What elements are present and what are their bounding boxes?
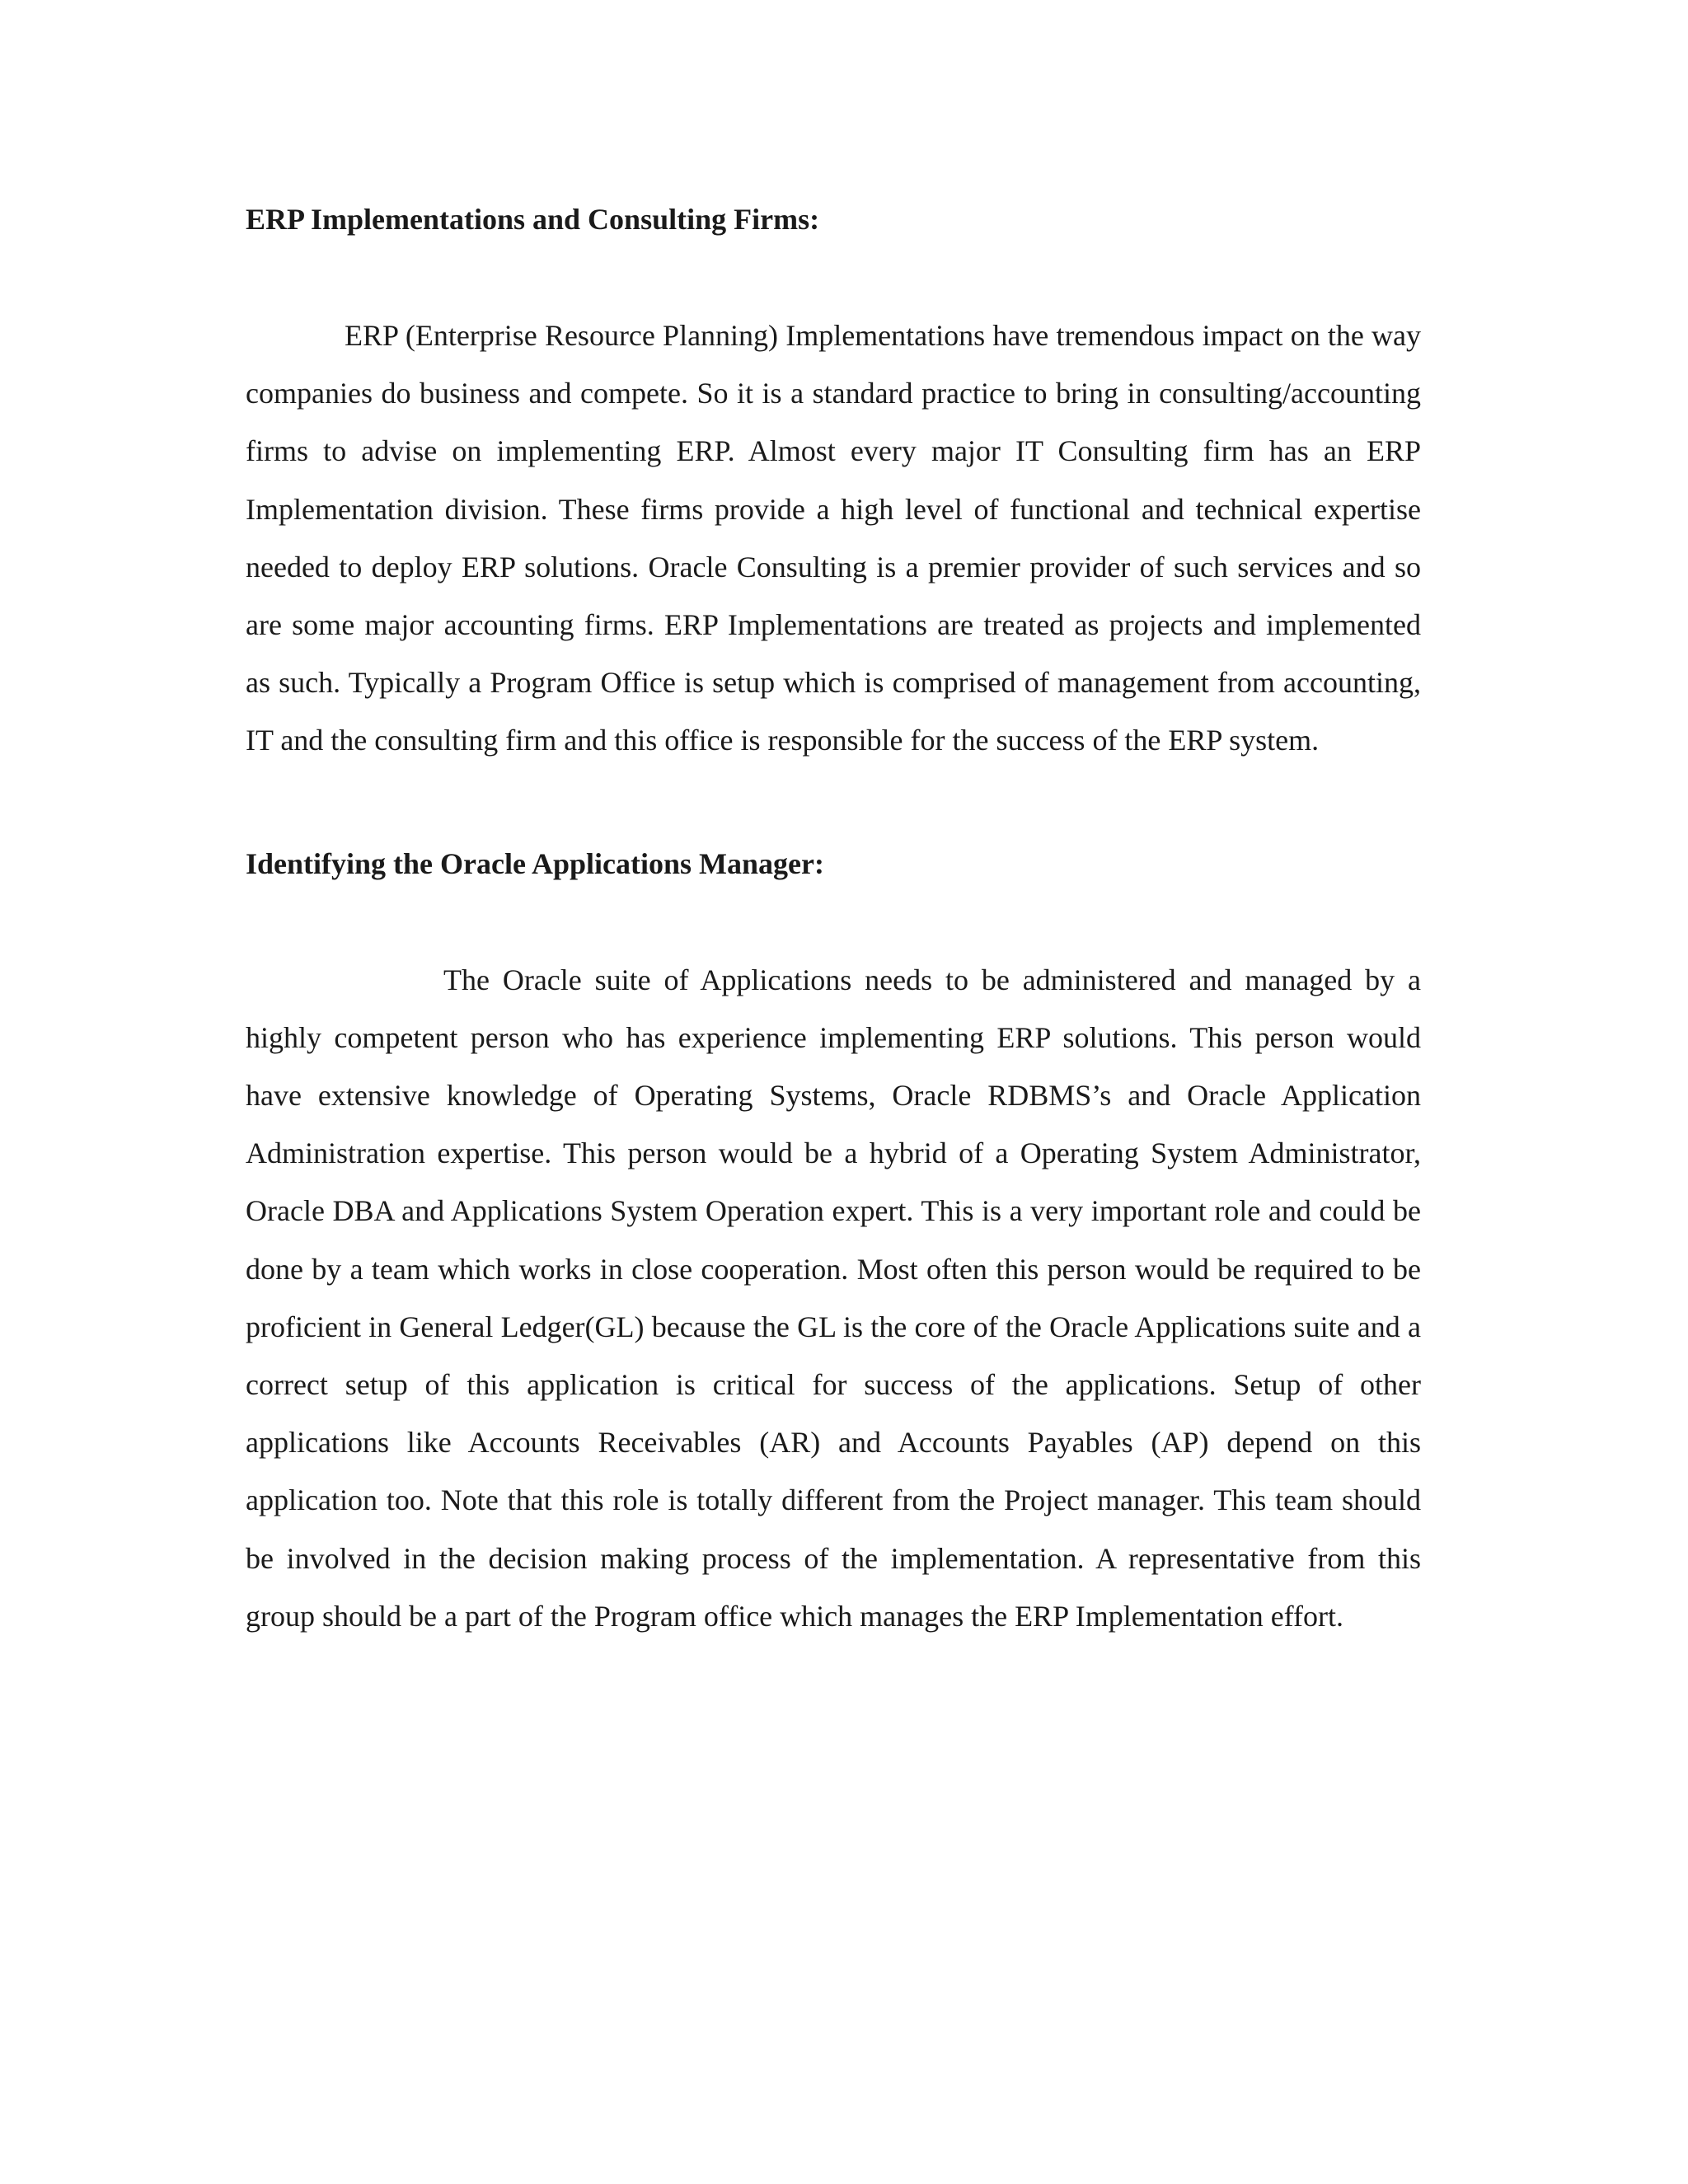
section-heading-erp-consulting: ERP Implementations and Consulting Firms: <box>246 203 820 236</box>
section-heading-applications-manager: Identifying the Oracle Applications Manager: <box>246 846 824 880</box>
section-paragraph-applications-manager: The Oracle suite of Applications needs to be administered and managed by a highly competent person who has experience implementing ERP solutions. This person would have extensive knowledge of Operating Systems, Oracle RDBMS’s and Oracle Application Administration expertise. This person would be a hybrid of a Operating System Administrator, Oracle DBA and Applications System Operation expert. This is a very important role and could be done by a team which works in close cooperation. Most often this person would be required to be proficient in General Ledger(GL) because the GL is the core of the Oracle Applications suite and a correct setup of this application is critical for success of the applications. Setup of other applications like Accounts Receivables (AR) and Accounts Payables (AP) depend on this application too. Note that this role is totally different from the Project manager. This team should be involved in the decision making process of the implementation. A representative from this group should be a part of the Program office which manages the ERP Implementation effort. <box>246 963 1421 1633</box>
section-paragraph-erp-consulting: ERP (Enterprise Resource Planning) Implementations have tremendous impact on the way companies do business and compete. So it is a standard practice to bring in consulting/accounting firms to advise on implementing ERP. Almost every major IT Consulting firm has an ERP Implementation division. These firms provide a high level of functional and technical expertise needed to deploy ERP solutions. Oracle Consulting is a premier provider of such services and so are some major accounting firms. ERP Implementations are treated as projects and implemented as such. Typically a Program Office is setup which is comprised of management from accounting, IT and the consulting firm and this office is responsible for the success of the ERP system. <box>246 319 1421 757</box>
document-body <box>246 194 1421 1645</box>
